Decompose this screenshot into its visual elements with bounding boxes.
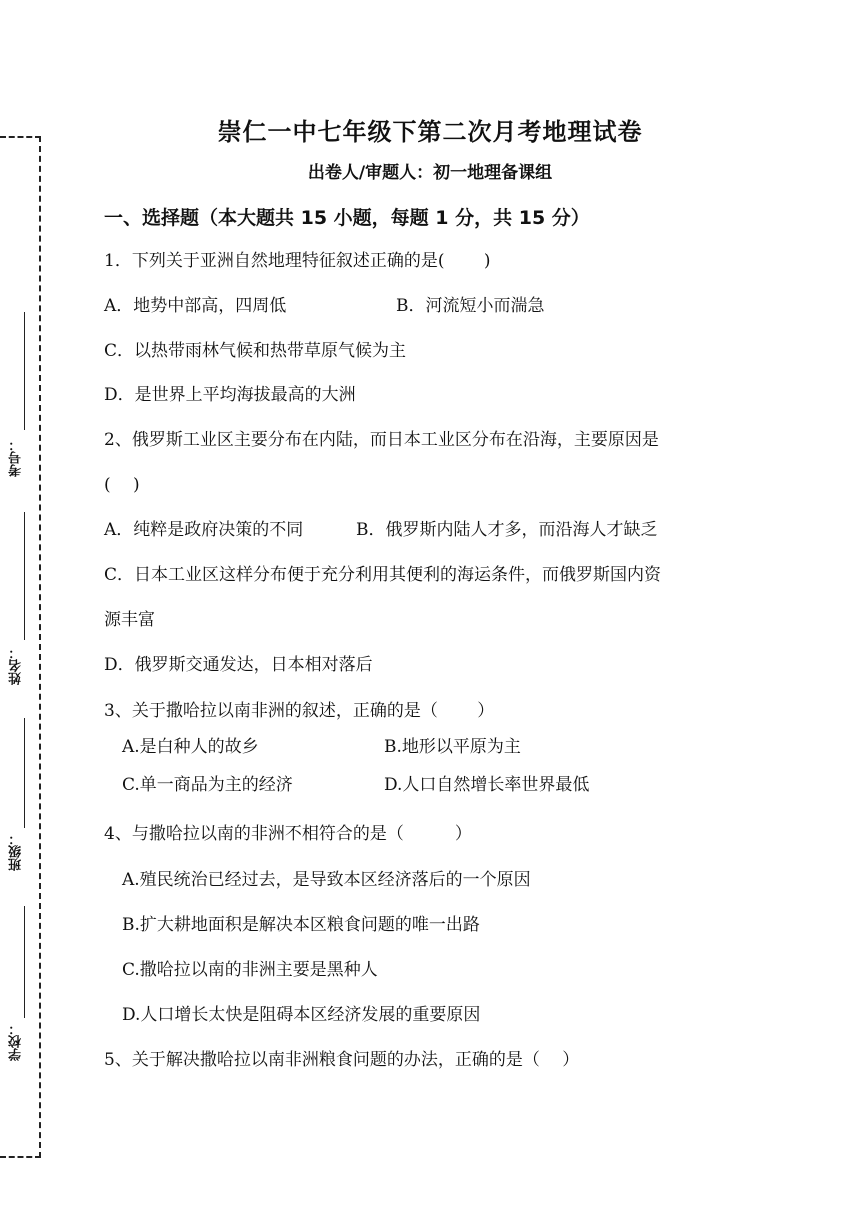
exam-title: 崇仁一中七年级下第二次月考地理试卷: [217, 118, 643, 146]
question-4-option-d: D.人口增长太快是阻碍本区经济发展的重要原因: [122, 1005, 481, 1025]
question-2-stem: 2、俄罗斯工业区主要分布在内陆，而日本工业区分布在沿海，主要原因是: [104, 430, 659, 450]
kaohao-underline: [24, 312, 25, 430]
question-4-option-b: B.扩大耕地面积是解决本区粮食问题的唯一出路: [122, 915, 480, 935]
name-label: 姓名：: [9, 646, 24, 685]
section-heading: 一、选择题（本大题共 15 小题，每题 1 分，共 15 分）: [104, 207, 590, 229]
question-3-option-d: D.人口自然增长率世界最低: [384, 775, 590, 795]
question-1-stem: 1．下列关于亚洲自然地理特征叙述正确的是( ): [104, 251, 491, 271]
question-2-option-b: B．俄罗斯内陆人才多，而沿海人才缺乏: [356, 520, 658, 540]
question-4-stem: 4、与撒哈拉以南的非洲不相符合的是（ ）: [104, 824, 472, 844]
question-3-option-b: B.地形以平原为主: [384, 737, 521, 757]
question-3-option-a: A.是白种人的故乡: [122, 737, 259, 757]
kaohao-label: 考号：: [9, 438, 24, 477]
question-3-stem: 3、关于撒哈拉以南非洲的叙述，正确的是（ ）: [104, 701, 495, 721]
question-5-stem: 5、关于解决撒哈拉以南非洲粮食问题的办法，正确的是（ ）: [104, 1050, 580, 1070]
question-2-option-c-continued: 源丰富: [104, 610, 155, 630]
question-3-option-c: C.单一商品为主的经济: [122, 775, 293, 795]
question-2-stem-continued: ( ): [104, 475, 140, 495]
question-4-option-c: C.撒哈拉以南的非洲主要是黑种人: [122, 960, 378, 980]
class-underline: [24, 718, 25, 828]
question-1-option-a: A．地势中部高，四周低: [104, 296, 287, 316]
question-1-option-c: C．以热带雨林气候和热带草原气候为主: [104, 341, 407, 361]
question-4-option-a: A.殖民统治已经过去，是导致本区经济落后的一个原因: [122, 870, 531, 890]
school-underline: [24, 906, 25, 1018]
class-label: 班级：: [9, 832, 24, 871]
school-label: 学校：: [9, 1022, 24, 1061]
exam-subtitle: 出卷人/审题人：初一地理备课组: [307, 163, 553, 183]
question-2-option-c: C．日本工业区这样分布便于充分利用其便利的海运条件，而俄罗斯国内资: [104, 565, 662, 585]
question-2-option-a: A．纯粹是政府决策的不同: [104, 520, 304, 540]
question-2-option-d: D．俄罗斯交通发达，日本相对落后: [104, 655, 373, 675]
name-underline: [24, 512, 25, 640]
question-1-option-b: B．河流短小而湍急: [396, 296, 545, 316]
question-1-option-d: D．是世界上平均海拔最高的大洲: [104, 385, 356, 405]
